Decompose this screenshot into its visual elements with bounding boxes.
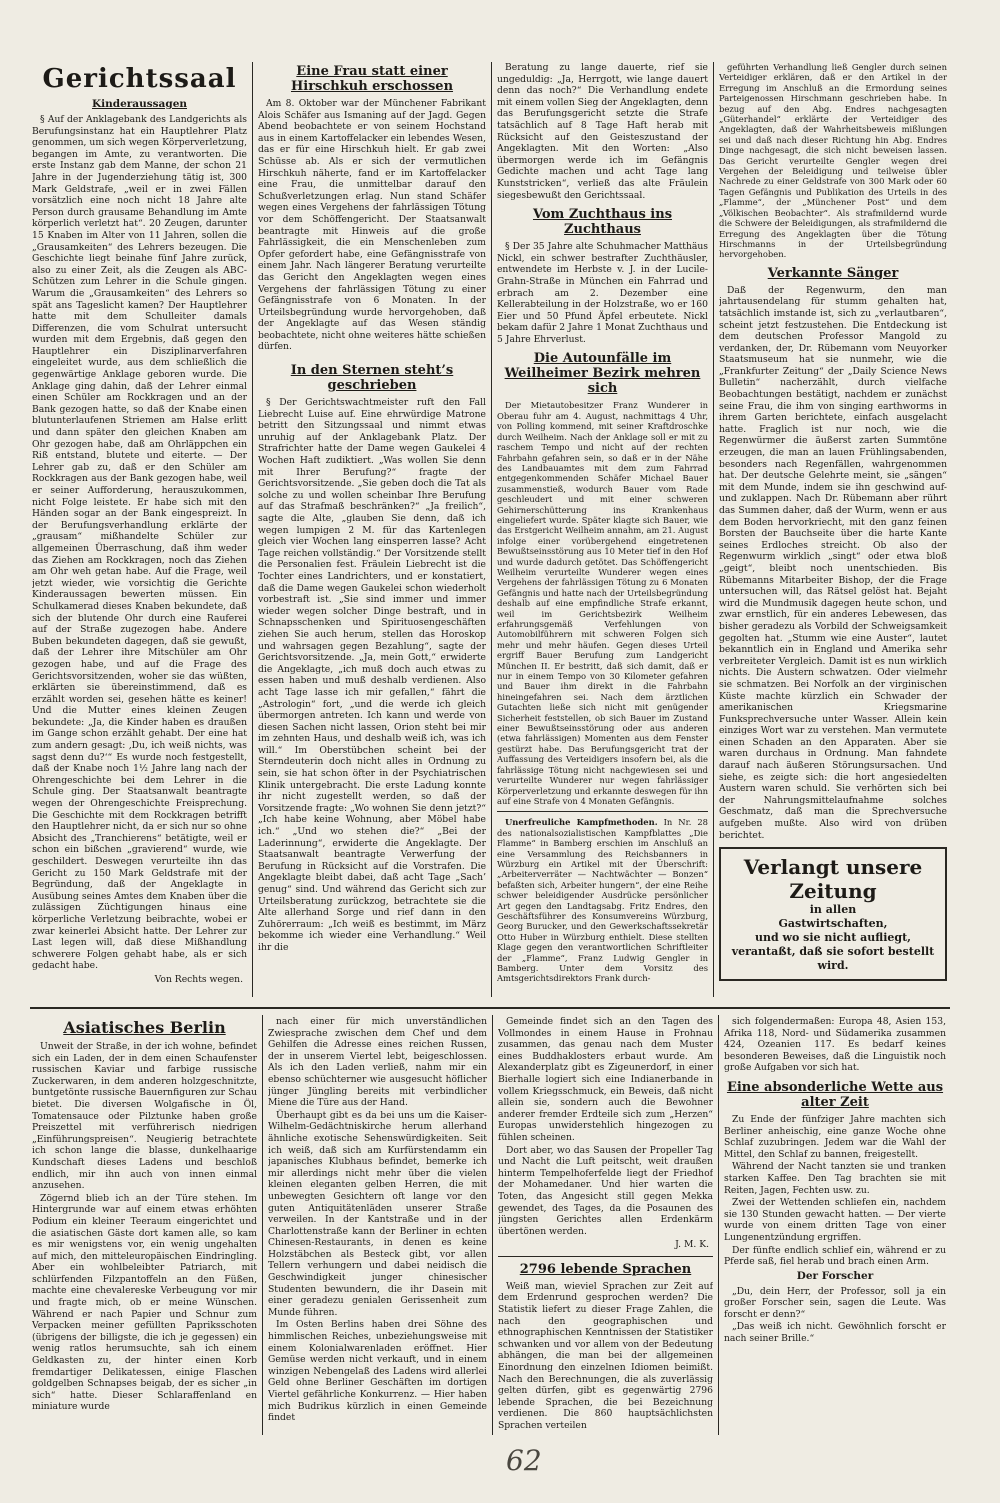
article-subtitle: Kinderaussagen <box>91 98 188 110</box>
article-paragraph: Dort aber, wo das Sausen der Propeller Tag und Nacht die Luft peitscht, weit draußen hinterm Tempelhoferfelde liegt der Friedhof der Mohamedaner. Und hier warten die Toten, das Angesicht still gegen Mekka gewendet, des Tages, da die Posaunen des jüngsten Gerichtes allen Erdenkärm übertönen werden. <box>498 1144 713 1237</box>
column-b3 <box>498 1016 713 1436</box>
section-title: Gerichtssaal <box>42 64 237 94</box>
article-paragraph: Während der Nacht tanzten sie und tranken starken Kaffee. Den Tag brachten sie mit Reiten, Jagen, Fechten usw. zu. <box>724 1161 946 1196</box>
article-paragraph: Am 8. Oktober war der Münchener Fabrikant Alois Schäfer aus Ismaning auf der Jagd. Gegen Abend beobachtete er von seinem Hochstand aus in einem Kartoffelacker ein lebendes Wesen, das er für eine Hirschkuh hielt. Er gab zwei Schüsse ab. Als er sich der vermutlichen Hirschkuh näherte, fand er im Kartoffelacker eine Frau, die unmittelbar darauf den Schußverletzungen erlag. Nun stand Schäfer wegen eines Vergehens der fahrlässigen Tötung vor dem Schöffengericht. Der Staatsanwalt beantragte mit Hinweis auf die große Fahrlässigkeit, die ein Menschenleben zum Opfer gefordert habe, eine Gefängnisstrafe von einem Jahr. Nach längerer Beratung verurteilte das Gericht den Angeklagten wegen eines Vergehens der fahrlässigen Tötung zu einer Gefängnisstrafe von 6 Monaten. In der Urteilsbegründung wurde hervorgehoben, daß der Angeklagte auf das Wesen ständig beobachtete, nicht ohne weiteres hätte schießen dürfen. <box>258 98 486 353</box>
ad-line: und wo sie nicht aufliegt, <box>754 931 912 945</box>
article-paragraph: Zögernd blieb ich an der Türe stehen. Im Hintergrunde war auf einem etwas erhöhten Podium ein kleiner Teeraum eingerichtet und die asiatischen Gäste dort kamen alle, so kam es mir wenigstens vor, ein wenig ungehalten auf mich, den mitteleuropäischen Eindringling. Aber ein wohlbeleibter Patriarch, mit schlürfenden Filzpantoffeln an den Füßen, machte eine chevalereske Verbeugung vor mir und fragte mich, ob er meine Wünschen. Während er nach Papier und Schnur zum Verpacken meiner gefüllten Papriksschoten (übrigens der billigste, die ich je gegessen) ein wenig ratlos herumsuchte, sah ich einem Geldkasten zu, der hinter einen Korb fremdartiger Delikatessen, einige Flaschen goldgelben Schnapses beigab, der es sicher „in sich“ hatte. Dieser Schlaraffenland en miniature wurde <box>32 1192 257 1413</box>
article-title: In den Sternen steht’s geschrieben <box>290 363 454 394</box>
divider <box>497 811 708 812</box>
article-title: 2796 lebende Sprachen <box>519 1261 692 1277</box>
article-paragraph: „Du, dein Herr, der Professor, soll ja ein großer Forscher sein, sagen die Leute. Was forscht er denn?“ <box>724 1285 946 1320</box>
article-paragraph: Daß der Regenwurm, den man jahrtausendelang für stumm gehalten hat, tatsächlich imstande ist, sich zu „verlautbaren“, scheint jetzt festzustehen. Die Entdeckung ist dem deutschen Professor Mangold zu verdanken, der, Dr. Rübemann vom Neuyorker Staatsmuseum hat sie nunmehr, wie die „Frankfurter Zeitung“ der „Daily Science News Bulletin“ nacherzählt, durch vielfache Beobachtungen bestätigt, nachdem er zunächst seine Frau, die ihm von singing earthworms in ihrem Garten berichtete, einfach ausgelacht hatte. Fraglich ist nur noch, wie die Regenwürmer die äußerst zarten Summtöne erzeugen, die man an lauen Frühlingsabenden, besonders nach Regenfällen, wahrgenommen hat. Der deutsche Gelehrte meint, sie „sängen“ mit dem Munde, indem sie ihn geschwind auf- und zuklappen. Nach Dr. Rübemann aber rührt das Summen daher, daß der Wurm, wenn er aus dem Boden hervorkriecht, mit den ganz feinen Borsten der Bauchseite über die harte Kante seines Erdloches streicht. Ob also der Regenwurm wirklich „singt“ oder etwa bloß „geigt“, bleibt noch unentschieden. Bis Rübemanns Mitarbeiter Bishop, der die Frage untersuchen will, das Rätsel gelöst hat. Bejaht wird die Mundmusik dagegen heute schon, und zwar ernstlich, für ein anderes Lebewesen, das bisher geradezu als Vorbild der Schweigsamkeit gegolten hat. „Stumm wie eine Auster“, lautet bekanntlich ein in England und Amerika sehr verbreiteter Vergleich. Damit ist es nun wirklich nichts. Die Austern schwatzen. Oder vielmehr sie schmatzen. Bei Norfolk an der virginischen Küste machte kürzlich ein Schwader der amerikanischen Kriegsmarine Funksprechversuche unter Wasser. Allein kein einziges Wort war zu verstehen. Man vermutete einen Schaden an den Apparaten. Aber sie waren durchaus in Ordnung. Man fahndete darauf nach äußeren Störungsursachen. Und siehe, es zeigte sich: die hort angesiedelten Austern waren schuld. Sie verhörten sich bei der Nahrungsmittelaufnahme solches Geschmatz, daß man die Sprechversuche aufgeben mußte. Also wird von drüben berichtet. <box>719 284 947 841</box>
column-4 <box>719 62 947 1002</box>
column-rule <box>491 62 492 997</box>
article-paragraph: Der Mietautobesitzer Franz Wunderer in Oberau fuhr am 4. August, nachmittags 4 Uhr, von Polling kommend, mit seiner Kraftdroschke durch Weilheim. Nach der Anklage soll er mit zu raschem Tempo und nicht auf der rechten Fahrbahn gefahren sein, so daß er in der Nähe des Landbauamtes mit dem zum Fahrrad entgegenkommenden Schäfer Michael Bauer zusammenstieß, wodurch Bauer vom Rade geschleudert und mit einer schweren Gehirnerschütterung ins Krankenhaus eingeliefert wurde. Später klagte sich Bauer, wie das Erstgericht Weilheim annahm, am 21. August infolge einer vorübergehend eingetretenen Bewußtseinsstörung aus 10 Meter tief in den Hof und wurde dadurch getötet. Das Schöffengericht Weilheim verurteilte Wunderer wegen eines Vergehens der fahrlässigen Tötung zu 6 Monaten Gefängnis und hatte nach der Urteilsbegründung deshalb auf eine empfindliche Strafe erkannt, weil im Gerichtsbezirk Weilheim erfahrungsgemäß Verfehlungen von Automobilführern mit schweren Folgen sich mehr und mehr häufen. Gegen dieses Urteil ergriff Bauer Berufung zum Landgericht München II. Er bestritt, daß sich damit, daß er nur in einem Tempo von 30 Kilometer gefahren und Bauer ihm direkt in die Fahrbahn hineingefahren sei. Nach dem ärztlichen Gutachten ließe sich nicht mit genügender Sicherheit feststellen, ob sich Bauer im Zustand einer Bewußtseinsstörung oder aus anderen (etwa fahrlässigen) Momenten aus dem Fenster gestürzt habe. Das Berufungsgericht trat der Auffassung des Verteidigers insofern bei, als die fahrlässige Tötung nicht nachgewiesen sei und verurteilte Wunderer nur wegen fahrlässiger Körperverletzung und erkannte deswegen für ihn auf eine Strafe von 4 Monaten Gefängnis. <box>497 400 708 806</box>
article-paragraph: Weiß man, wieviel Sprachen zur Zeit auf dem Erdenrund gesprochen werden? Die Statistik liefert zu dieser Frage Zahlen, die nach den geographischen und ethnographischen Kenntnissen der Statistiker schwanken und vor allem von der Bedeutung abhängen, die man bei der allgemeinen Einordnung den einzelnen Idiomen beimißt. Nach den Berechnungen, die als zuverlässig gelten dürfen, gibt es gegenwärtig 2796 lebende Sprachen, die bei Bezeichnung verdienen. Die 860 hauptsächlichsten Sprachen verteilen <box>498 1280 713 1431</box>
article-signature: Von Rechts wegen. <box>154 973 243 985</box>
article-paragraph: Zu Ende der fünfziger Jahre machten sich Berliner anheischig, eine ganze Woche ohne Schlaf zuzubringen. Jedem war die Wahl der Mittel, den Schlaf zu bannen, freigestellt. <box>724 1113 946 1160</box>
article-paragraph: Unweit der Straße, in der ich wohne, befindet sich ein Laden, der in dem einen Schaufenster russischen Kaviar und farbige russische Zuckerwaren, in dem anderen holzgeschnitzte, buntgetönte russische Bauernfiguren zur Schau bietet. Die diversen Wolgafische in Öl, Tomatensauce oder Pilztunke haben große Preiszettel mit verführerisch niedrigen „Einführungspreisen“. Neugierig betrachtete ich schon lange die blasse, dunkelhaarige Kundschaft dieses Ladens und beschloß endlich, mir ihn auch von innen einmal anzusehen. <box>32 1041 257 1192</box>
article-title: Eine Frau statt einer Hirschkuh erschossen <box>290 64 454 94</box>
column-rule <box>492 1015 493 1435</box>
article-title: Asiatisches Berlin <box>63 1018 226 1037</box>
column-b4 <box>724 1016 946 1436</box>
article-paragraph: Im Osten Berlins haben drei Söhne des himmlischen Reiches, unbeziehungsweise mit einem Kolonialwarenladen eröffnet. Hier Gemüse werden nicht verkauft, und in einem winzigen Nebengelaß des Ladens wird allerlei Geld ohne Berliner Geschäften im dortigen Viertel gefährliche Konkurrenz. — Hier haben mich Budrikus kürzlich in einen Gemeinde findet <box>268 1319 487 1424</box>
column-rule <box>713 62 714 997</box>
article-title: Eine absonderliche Wette aus alter Zeit <box>726 1079 944 1110</box>
article-paragraph: nach einer für mich unverständlichen Zwiesprache zwischen dem Chef und dem Gehilfen die Adresse eines reichen Russen, der in unserem Viertel lebt, beigeschlossen. Als ich den Laden verließ, nahm mir ein ebenso schüchterner wie ausgesucht höflicher jünger Jüngling bereits mit verbindlicher Miene die Türe aus der Hand. <box>268 1016 487 1109</box>
article-paragraph: Zwei der Wettenden schliefen ein, nachdem sie 130 Stunden gewacht hatten. — Der vierte wurde von einem dritten Tage von einer Lungenentzündung ergriffen. <box>724 1197 946 1243</box>
note-title: Unerfreuliche Kampfmethoden. <box>505 817 658 828</box>
column-rule <box>718 1015 719 1435</box>
article-title: Vom Zuchthaus ins Zuchthaus <box>532 207 673 238</box>
article-signature: J. M. K. <box>675 1239 709 1251</box>
page-number: 62 <box>506 1444 542 1477</box>
article-paragraph: § Der 35 Jahre alte Schuhmacher Matthäus Nickl, ein schwer bestrafter Zuchthäusler, entwendete im Herbste v. J. in der Lucile-Grahn-Straße in München ein Fahrrad und erbrach am 2. Dezember eine Kellerabteilung in der Holzstraße, wo er 160 Eier und 50 Pfund Äpfel erbeutete. Nickl bekam dafür 2 Jahre 1 Monat Zuchthaus und 5 Jahre Ehrverlust. <box>497 241 708 345</box>
article-paragraph: § Auf der Anklagebank des Landgerichts als Berufungsinstanz hat ein Hauptlehrer Platz genommen, um sich wegen Körperverletzung, begangen im Amte, zu verantworten. Die erste Instanz gab dem Manne, der schon 21 Jahre in der Jugenderziehung tätig ist, 300 Mark Geldstrafe, „weil er in zwei Fällen vorsätzlich eine noch nicht 18 Jahre alte Person durch grausame Behandlung im Amte körperlich verletzt hat“. 20 Zeugen, darunter 15 Knaben im Alter von 11 Jahren, sollen die „Grausamkeiten“ des Lehrers bezeugen. Die Geschichte liegt beinahe fünf Jahre zurück, also zu einer Zeit, als die Zeugen als ABC-Schützen zum Lehrer in die Schule gingen. Warum die „Grausamkeiten“ des Lehrers so spät ans Tageslicht kamen? Der Hauptlehrer hatte mit dem Schulleiter damals Differenzen, die vom Schulrat untersucht wurden mit dem Ergebnis, daß gegen den Hauptlehrer ein Disziplinarverfahren eingeleitet wurde, aus dem schließlich die gegenwärtige Anklage geboren wurde. Die Anklage ging dahin, daß der Lehrer einmal einen Schüler am Rockkragen und an der Bank gezogen hatte, so daß der Knabe einen blutunterlaufenen Striemen am Halse erlitt und dann später den gleichen Knaben am Ohr gezogen habe, daß am Ohrläppchen ein Riß entstand, blutete und eiterte. — Der Lehrer gab zu, daß er den Schüler am Rockkragen aus der Bank gezogen habe, weil er seiner Aufforderung, herauszukommen, nicht Folge leistete. Er habe sich mit den Händen sogar an der Bank eingespreizt. In der Berufungsverhandlung erklärte der „grausam“ mißhandelte Schüler zur allgemeinen Überraschung, daß ihm weder das Ziehen am Rockkragen, noch das Ziehen am Ohr weh getan habe. Auf die Frage, weil jetzt wieder, wie vorsichtig die Gerichte Kinderaussagen bewerten müssen. Ein Schulkamerad dieses Knaben bekundete, daß sich der blutende Ohr durch eine Rauferei auf der Straße zugezogen habe. Andere Buben bekundeten dagegen, daß sie gewußt, daß der Lehrer ihre Mitschüler am Ohr gezogen habe, und auf die Frage des Gerichtsvorsitzenden, woher sie das wüßten, erklärten sie übereinstimmend, daß es erzählt worden sei, gesehen hätte es keiner! Und die Mutter eines kleinen Zeugen bekundete: „Ja, die Kinder haben es draußen im Gange schon erzählt gehabt. Der eine hat zum andern gesagt: ‚Du, ich weiß nichts, was sagst denn du?‘“ Es wurde noch festgestellt, daß der Knabe noch 1½ Jahre lang nach der Ohrengeschichte bei dem Lehrer in die Schule ging. Der Staatsanwalt beantragte wegen der Ohrengeschichte Freisprechung. Die Geschichte mit dem Rockkragen betrifft den Hauptlehrer nicht, da er sich nur so ohne Absicht des „Tranchierens“ betätigte, weil er schon ein bißchen „gravierend“ wurde, wie geschildert. Deswegen verurteilte ihn das Gericht zu 150 Mark Geldstrafe mit der Begründung, daß der Angeklagte in Ausübung seines Amtes dem Knaben über die zulässigen Züchtigungen hinaus eine körperliche Verletzung beibrachte, wobei er zwar keinerlei Absicht hatte. Der Lehrer zur Last legen will, daß diese Mißhandlung schwerere Folgen gehabt habe, als er sich gedacht habe. <box>32 114 247 972</box>
subscription-ad <box>719 847 947 981</box>
ad-line: in allen <box>809 903 857 917</box>
section-rule <box>30 1007 950 1009</box>
ad-title: Verlangt unsere Zeitung <box>743 855 923 904</box>
article-subtitle: Der Forscher <box>796 1269 874 1282</box>
ad-line: Gastwirtschaften, <box>778 917 888 931</box>
article-paragraph: § Der Gerichtswachtmeister ruft den Fall Liebrecht Luise auf. Eine ehrwürdige Matrone betritt den Sitzungssaal und nimmt etwas unruhig auf der Anklagebank Platz. Der Strafrichter hatte der Dame wegen Gaukelei 4 Wochen Haft zudiktiert. „Was wollen Sie denn mit Ihrer Berufung?“ fragte der Gerichtsvorsitzende. „Sie geben doch die Tat als solche zu und wollen scheinbar Ihre Berufung auf das Strafmaß beschränken?“ „Ja freilich“, sagte die Alte, „glauben Sie denn, daß ich wegen lumpigen 2 M. für das Kartenlegen gleich vier Wochen lang einsperren lasse? Acht Tage reichen vollständig.“ Der Vorsitzende stellt die Personalien fest. Fräulein Liebrecht ist die Tochter eines Landrichters, und er konstatiert, daß die Dame wegen Gaukelei schon wiederholt vorbestraft ist. „Sie sind immer und immer wieder wegen solcher Dinge bestraft, und in Schnapsschenken und Spirituosengeschäften ziehen Sie auch herum, stellen das Horoskop und wahrsagen gegen Bezahlung“, sagte der Gerichtsvorsitzende. „Ja, mein Gott,“ erwiderte die Angeklagte, „ich muß doch auch etwas zu essen haben und muß deshalb verdienen. Also acht Tage lasse ich mir gefallen,“ fährt die „Astrologin“ fort, „und die werde ich gleich übermorgen antreten. Ich kann und werde von diesen Sachen nicht lassen, Orion steht bei mir im zehnten Haus, und deshalb weiß ich, was ich will.“ Im Oberstübchen scheint bei der Sterndeuterin doch nicht alles in Ordnung zu sein, sie hat schon öfter in der Psychiatrischen Klinik untergebracht. Die erste Ladung konnte ihr nicht zugestellt werden, so daß der Vorsitzende fragte: „Wo wohnen Sie denn jetzt?“ „Ich habe keine Wohnung, aber Möbel habe ich.“ „Und wo stehen die?“ „Bei der Laderinnung“, erwiderte die Angeklagte. Der Staatsanwalt beantragte Verwerfung der Berufung in Rücksicht auf die Vorstrafen. Die Angeklagte bleibt dabei, daß acht Tage „Sach’ genug“ sind. Und während das Gericht sich zur Urteilsberatung zurückzog, betrachtete sie die Alte allerhand Sorge und rief dann in den Zuhörerraum: „Ich weiß es bestimmt, im März bekomme ich wieder eine Verhandlung.“ Weil ihr die <box>258 397 486 953</box>
article-title: Verkannte Sänger <box>767 265 899 281</box>
article-paragraph: geführten Verhandlung ließ Gengler durch seinen Verteidiger erklären, daß er den Artikel in der Erregung im Anschluß an die Ermordung seines Parteigenossen Hirschmann geschrieben habe. In bezug auf den Abg. Endres nachgesagten „Güterhandel“ erklärte der Verteidiger des Angeklagten, daß der Wahrheitsbeweis mißlungen sei und daß nach dieser Richtung hin Abg. Endres Dinge nachgesagt, die sich nicht beweisen lassen. Das Gericht verurteilte Gengler wegen drei Vergehen der Beleidigung und teilweise übler Nachrede zu einer Geldstrafe von 300 Mark oder 60 Tagen Gefängnis und Publikation des Urteils in des „Flamme“, der „Münchener Post“ und dem „Völkischen Beobachter“. Als strafmildernd wurde die Schwere der Beleidigungen, als strafmildernd die Erregung des Angeklagten über die Tötung Hirschmanns in der Urteilsbegründung hervorgehoben. <box>719 62 947 260</box>
article-paragraph: Beratung zu lange dauerte, rief sie ungeduldig: „Ja, Herrgott, wie lange dauert denn das noch?“ Die Verhandlung endete mit einem vollen Sieg der Angeklagten, denn das Berufungsgericht setzte die Strafe tatsächlich auf 8 Tage Haft herab mit Rücksicht auf den Geisteszustand der Angeklagten. Mit den Worten: „Also übermorgen werde ich im Gefängnis Gedichte machen und acht Tage lang Kunststricken“, verließ das alte Fräulein siegesbewußt den Gerichtssaal. <box>497 62 708 201</box>
column-b2 <box>268 1016 487 1436</box>
article-paragraph: sich folgendermaßen: Europa 48, Asien 153, Afrika 118, Nord- und Südamerika zusammen 424, Ozeanien 117. Es bedarf keines besonderen Beweises, daß die Linguistik noch große Aufgaben vor sich hat. <box>724 1016 946 1074</box>
column-3 <box>497 62 708 1002</box>
article-paragraph: „Das weiß ich nicht. Gewöhnlich forscht er nach seiner Brille.“ <box>724 1321 946 1345</box>
column-asiatisches-berlin <box>32 1016 257 1436</box>
article-paragraph: Der fünfte endlich schlief ein, während er zu Pferde saß, fiel herab und brach einen Arm. <box>724 1244 946 1268</box>
note-text: In Nr. 28 des nationalsozialistischen Kampfblattes „Die Flamme“ in Bamberg erschien im Anschluß an eine Versammlung des Reichsbanners in Würzburg ein Artikel mit der Überschrift: „Arbeiterverräter — Nachtwächter — Bonzen“ befaßten sich, Arbeiter hungern“, der eine Reihe schwer beleidigender Ausdrücke persönlicher Art gegen den Landtagsabg. Fritz Endres, den Geschäftsführer des Konsumvereins Würzburg, Georg Burucker, und den Gewerkschaftssekretär Otto Huber in Würzburg enthielt. Diese stellten Klage gegen den verantwortlichen Schriftleiter der „Flamme“, Franz Ludwig Gengler in Bamberg. Unter dem Vorsitz des Amtsgerichtsdirektors Frank durch- <box>497 817 708 984</box>
column-gerichtssaal <box>32 62 247 1002</box>
article-paragraph: Gemeinde findet sich an den Tagen des Vollmondes in einem Hause in Frohnau zusammen, das genau nach dem Muster eines Buddhaklosters erbaut wurde. Am Alexanderplatz gibt es Zigeunerdorf, in einer Bierhalle logiert sich eine Indianerbande in vollem Kriegsschmuck, ein Beweis, daß nicht allein sie, sondern auch die Bewohner anderer fremder Erdteile sich zum „Herzen“ Europas unwiderstehlich hingezogen zu fühlen scheinen. <box>498 1016 713 1143</box>
article-paragraph: Überhaupt gibt es da bei uns um die Kaiser-Wilhelm-Gedächtniskirche herum allerhand ähnliche exotische Sehenswürdigkeiten. Seit ich weiß, daß sich am Kurfürstendamm ein japanisches Klubhaus befindet, bemerke ich mir allerdings nicht mehr über die vielen kleinen eleganten gelben Herren, die mit unbewegten Gesichtern oft lange vor den guten Antiquitätenläden unserer Straße verweilen. In der Kantstraße und in der Charlottenstraße kann der Berliner in echten Chinesen-Restaurants, in denen es keine Holzstäbchen als Besteck gibt, vor allen Tellern verhungern und dabei neidisch die Geschwindigkeit junger chinesischer Studenten bewundern, die ihr Dasein mit einer geradezu genialen Gerissenheit zum Munde führen. <box>268 1109 487 1318</box>
article-title: Die Autounfälle im Weilheimer Bezirk mehren sich <box>504 351 701 397</box>
ad-line: verantaßt, daß sie sofort bestellt wird. <box>731 945 935 973</box>
divider <box>498 1256 713 1257</box>
column-rule <box>262 1015 263 1435</box>
column-2 <box>258 62 486 1002</box>
column-rule <box>252 62 253 997</box>
